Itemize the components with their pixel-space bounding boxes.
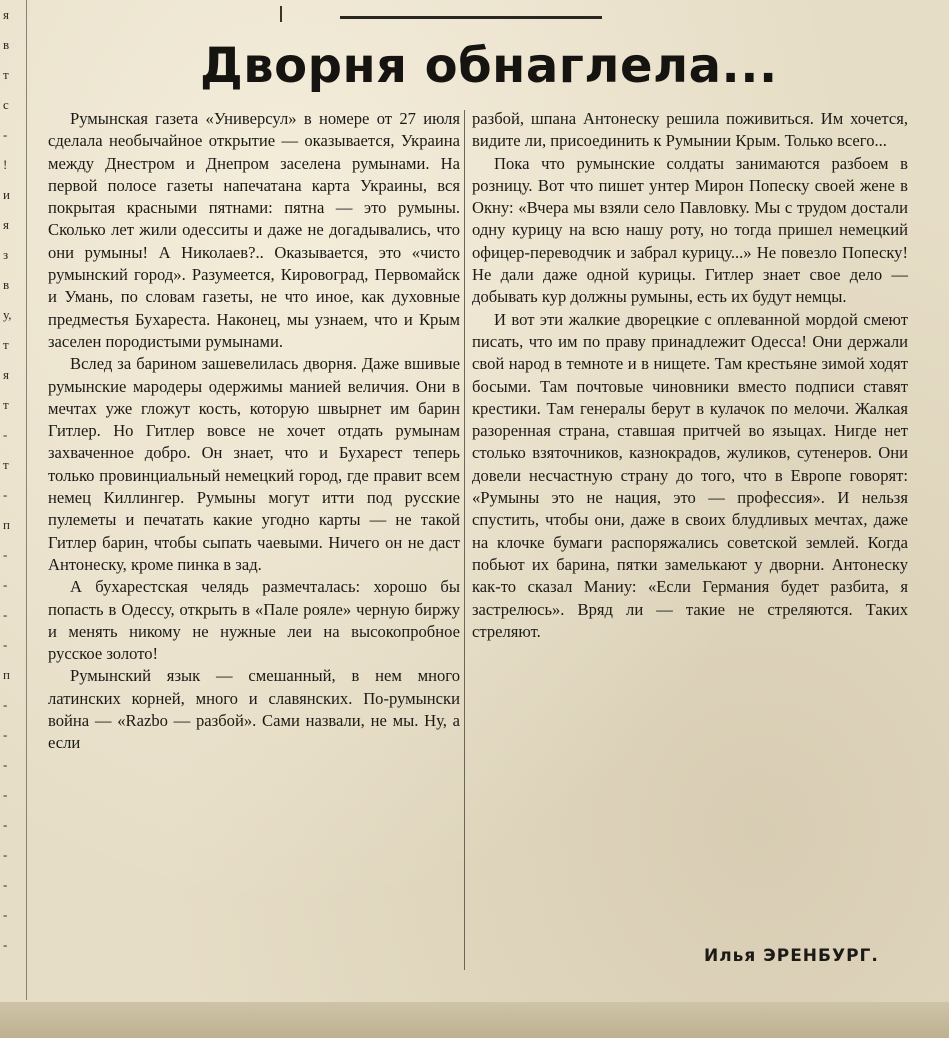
margin-fragment: т bbox=[3, 337, 9, 352]
margin-fragment: - bbox=[3, 847, 8, 862]
margin-fragment: с bbox=[3, 97, 9, 112]
margin-fragment: - bbox=[3, 427, 8, 442]
margin-fragment: - bbox=[3, 817, 8, 832]
author-signature: Илья ЭРЕНБУРГ. bbox=[704, 946, 879, 966]
margin-fragment: - bbox=[3, 877, 8, 892]
margin-fragment: я bbox=[3, 217, 9, 232]
margin-fragment: - bbox=[3, 577, 8, 592]
margin-fragment: - bbox=[3, 757, 8, 772]
paragraph: А бухарестская челядь размечталась: хорошо бы попасть в Одессу, открыть в «Пале рояле» черную биржу и менять никому не нужные леи на высокопробное русское золото! bbox=[48, 577, 460, 664]
top-rule bbox=[340, 16, 602, 19]
margin-fragment: - bbox=[3, 697, 8, 712]
margin-fragment: в bbox=[3, 277, 10, 292]
margin-fragment: - bbox=[3, 937, 8, 952]
margin-fragment: - bbox=[3, 637, 8, 652]
margin-fragment: п bbox=[3, 517, 10, 532]
margin-fragment: - bbox=[3, 127, 8, 142]
paragraph: Пока что румынские солдаты занимаются разбоем в розницу. Вот что пишет унтер Мирон Попеску своей жене в Окну: «Вчера мы взяли село Павловку. Мы с трудом достали одну курицу на всю нашу роту, но тогда пришел немецкий офицер-переводчик и забрал курицу...» Не повезло Попеску! Не дали даже одной курицы. Гитлер знает свое дело — добывать кур должны румыны, есть их будут немцы. bbox=[472, 153, 908, 307]
margin-fragment: - bbox=[3, 487, 8, 502]
margin-fragment: и bbox=[3, 187, 10, 202]
paragraph: И вот эти жалкие дворецкие с оплеванной мордой смеют писать, что им по праву принадлежит Одесса! Они держали свой народ в темноте и в нищете. Там крестьяне зимой ходят босыми. Там почтовые чиновники вместо подписи ставят крестики. Там генералы берут в кулачок по мелочи. Жалкая разоренная страна, ставшая притчей во языцах. Нигде нет столько взяточников, казнокрадов, жуликов, сутенеров. Они довели несчастную страну до того, что в Европе говорят: «Румыны это не нация, это — профессия». И нельзя спустить, чтобы они, даже в своих блудливых мечтах, даже на клочке бумаги распоряжались советской землей. Когда побьют их барина, пятки замелькают у дворни. Антонеску как-то сказал Маниу: «Если Германия будет разбита, я застрелюсь». Вряд ли — такие не стреляются. Таких стреляют. bbox=[472, 309, 908, 641]
left-margin-fragments bbox=[0, 0, 27, 1000]
margin-fragment: в bbox=[3, 37, 10, 52]
paragraph: Вслед за барином зашевелилась дворня. Даже вшивые румынские мародеры одержимы манией величия. Они в мечтах уже гложут кость, которую швырнет им барин Гитлер. Но Гитлер вовсе не хочет отдать румынам захваченное добро. Он знает, что и Бухарест теперь только провинциальный немецкий город, где правит всем немец Киллингер. Румыны могут итти под русские пулеметы и печатать какие угодно карты — не такой Гитлер барин, чтобы сыпать чаевыми. Ничего он не даст Антонеску, кроме пинка в зад. bbox=[48, 354, 460, 574]
paragraph: Румынский язык — смешанный, в нем много латинских корней, много и славянских. По-румынски война — «Razbo — разбой». Сами назвали, не мы. Ну, а если bbox=[48, 666, 460, 753]
margin-fragment: - bbox=[3, 727, 8, 742]
margin-fragment: - bbox=[3, 547, 8, 562]
top-mark bbox=[280, 6, 282, 22]
article-column-left bbox=[48, 108, 460, 755]
paragraph: Румынская газета «Универсул» в номере от 27 июля сделала необычайное открытие — оказывается, Украина между Днестром и Днепром заселена румынами. На первой полосе газеты напечатана карта Украины, вся покрытая красными пятнами: пятна — это румыны. Сколько лет жили одесситы и даже не догадывались, что они румыны! А Николаев?.. Оказывается, это «чисто румынский город». Разумеется, Кировоград, Первомайск и Умань, по словам газеты, не что иное, как духовные предместья Бухареста. Наконец, мы узнаем, что и Крым заселен породистыми румынами. bbox=[48, 109, 460, 351]
margin-fragment: з bbox=[3, 247, 9, 262]
margin-fragment: т bbox=[3, 67, 9, 82]
column-divider bbox=[464, 110, 465, 970]
paragraph: разбой, шпана Антонеску решила поживиться. Им хочется, видите ли, присоединить к Румынии Крым. Только всего... bbox=[472, 109, 908, 151]
margin-fragment: - bbox=[3, 907, 8, 922]
margin-fragment: ! bbox=[3, 157, 8, 172]
article-column-right bbox=[472, 108, 908, 643]
margin-fragment: у, bbox=[3, 307, 12, 322]
margin-fragment: я bbox=[3, 7, 9, 22]
margin-fragment: т bbox=[3, 397, 9, 412]
margin-fragment: - bbox=[3, 787, 8, 802]
margin-fragment: т bbox=[3, 457, 9, 472]
margin-fragment: п bbox=[3, 667, 10, 682]
margin-fragment: я bbox=[3, 367, 9, 382]
article-headline: Дворня обнаглела... bbox=[200, 38, 778, 94]
margin-fragment: - bbox=[3, 607, 8, 622]
page-bottom-edge bbox=[0, 1002, 949, 1038]
